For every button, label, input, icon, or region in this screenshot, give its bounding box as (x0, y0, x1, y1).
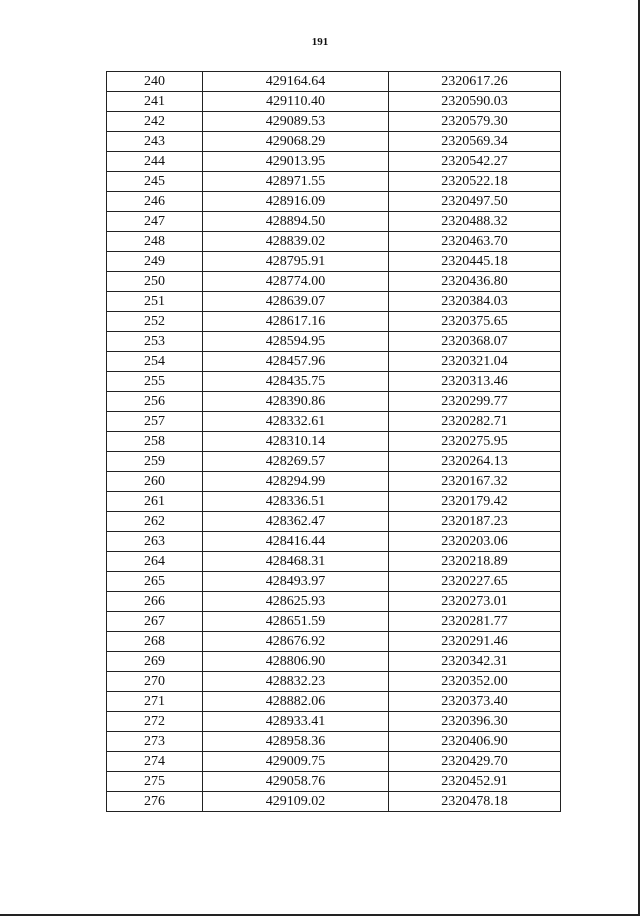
y-coordinate-cell: 2320167.32 (389, 472, 561, 492)
point-number-cell: 268 (107, 632, 203, 652)
point-number-cell: 258 (107, 432, 203, 452)
point-number-cell: 262 (107, 512, 203, 532)
point-number-cell: 250 (107, 272, 203, 292)
y-coordinate-cell: 2320227.65 (389, 572, 561, 592)
point-number-cell: 256 (107, 392, 203, 412)
table-row (107, 92, 561, 112)
table-row (107, 612, 561, 632)
table-row (107, 112, 561, 132)
point-number-cell: 274 (107, 752, 203, 772)
x-coordinate-cell: 429009.75 (203, 752, 389, 772)
x-coordinate-cell: 428625.93 (203, 592, 389, 612)
y-coordinate-cell: 2320463.70 (389, 232, 561, 252)
table-row (107, 492, 561, 512)
x-coordinate-cell: 429089.53 (203, 112, 389, 132)
table-row (107, 72, 561, 92)
point-number-cell: 269 (107, 652, 203, 672)
y-coordinate-cell: 2320406.90 (389, 732, 561, 752)
table-row (107, 212, 561, 232)
x-coordinate-cell: 429058.76 (203, 772, 389, 792)
table-row (107, 592, 561, 612)
y-coordinate-cell: 2320275.95 (389, 432, 561, 452)
point-number-cell: 252 (107, 312, 203, 332)
x-coordinate-cell: 428468.31 (203, 552, 389, 572)
point-number-cell: 240 (107, 72, 203, 92)
table-row (107, 152, 561, 172)
x-coordinate-cell: 428916.09 (203, 192, 389, 212)
y-coordinate-cell: 2320436.80 (389, 272, 561, 292)
y-coordinate-cell: 2320579.30 (389, 112, 561, 132)
point-number-cell: 251 (107, 292, 203, 312)
table-row (107, 712, 561, 732)
x-coordinate-cell: 428457.96 (203, 352, 389, 372)
x-coordinate-cell: 429164.64 (203, 72, 389, 92)
x-coordinate-cell: 428269.57 (203, 452, 389, 472)
coordinates-table (106, 71, 561, 812)
point-number-cell: 244 (107, 152, 203, 172)
y-coordinate-cell: 2320218.89 (389, 552, 561, 572)
point-number-cell: 259 (107, 452, 203, 472)
table-row (107, 132, 561, 152)
table-row (107, 472, 561, 492)
y-coordinate-cell: 2320429.70 (389, 752, 561, 772)
x-coordinate-cell: 428882.06 (203, 692, 389, 712)
table-row (107, 512, 561, 532)
y-coordinate-cell: 2320291.46 (389, 632, 561, 652)
y-coordinate-cell: 2320384.03 (389, 292, 561, 312)
x-coordinate-cell: 428894.50 (203, 212, 389, 232)
point-number-cell: 241 (107, 92, 203, 112)
x-coordinate-cell: 428294.99 (203, 472, 389, 492)
y-coordinate-cell: 2320590.03 (389, 92, 561, 112)
y-coordinate-cell: 2320373.40 (389, 692, 561, 712)
page-number: 191 (311, 36, 329, 48)
x-coordinate-cell: 428390.86 (203, 392, 389, 412)
x-coordinate-cell: 428651.59 (203, 612, 389, 632)
x-coordinate-cell: 428362.47 (203, 512, 389, 532)
point-number-cell: 253 (107, 332, 203, 352)
x-coordinate-cell: 428971.55 (203, 172, 389, 192)
table-row (107, 452, 561, 472)
y-coordinate-cell: 2320321.04 (389, 352, 561, 372)
x-coordinate-cell: 428958.36 (203, 732, 389, 752)
y-coordinate-cell: 2320299.77 (389, 392, 561, 412)
y-coordinate-cell: 2320542.27 (389, 152, 561, 172)
table-row (107, 572, 561, 592)
table-row (107, 332, 561, 352)
point-number-cell: 273 (107, 732, 203, 752)
table-row (107, 652, 561, 672)
table-row (107, 412, 561, 432)
table-row (107, 552, 561, 572)
coordinates-table-body (107, 72, 561, 812)
table-row (107, 632, 561, 652)
table-row (107, 752, 561, 772)
x-coordinate-cell: 429110.40 (203, 92, 389, 112)
point-number-cell: 255 (107, 372, 203, 392)
table-row (107, 372, 561, 392)
y-coordinate-cell: 2320273.01 (389, 592, 561, 612)
x-coordinate-cell: 428594.95 (203, 332, 389, 352)
table-row (107, 272, 561, 292)
table-row (107, 792, 561, 812)
y-coordinate-cell: 2320342.31 (389, 652, 561, 672)
table-row (107, 292, 561, 312)
x-coordinate-cell: 428493.97 (203, 572, 389, 592)
table-row (107, 692, 561, 712)
y-coordinate-cell: 2320179.42 (389, 492, 561, 512)
y-coordinate-cell: 2320617.26 (389, 72, 561, 92)
y-coordinate-cell: 2320282.71 (389, 412, 561, 432)
y-coordinate-cell: 2320368.07 (389, 332, 561, 352)
point-number-cell: 245 (107, 172, 203, 192)
y-coordinate-cell: 2320522.18 (389, 172, 561, 192)
y-coordinate-cell: 2320497.50 (389, 192, 561, 212)
table-row (107, 312, 561, 332)
point-number-cell: 249 (107, 252, 203, 272)
y-coordinate-cell: 2320352.00 (389, 672, 561, 692)
point-number-cell: 266 (107, 592, 203, 612)
point-number-cell: 275 (107, 772, 203, 792)
point-number-cell: 276 (107, 792, 203, 812)
table-row (107, 192, 561, 212)
x-coordinate-cell: 428806.90 (203, 652, 389, 672)
point-number-cell: 254 (107, 352, 203, 372)
point-number-cell: 270 (107, 672, 203, 692)
table-row (107, 532, 561, 552)
point-number-cell: 267 (107, 612, 203, 632)
point-number-cell: 243 (107, 132, 203, 152)
y-coordinate-cell: 2320569.34 (389, 132, 561, 152)
y-coordinate-cell: 2320375.65 (389, 312, 561, 332)
x-coordinate-cell: 428416.44 (203, 532, 389, 552)
y-coordinate-cell: 2320478.18 (389, 792, 561, 812)
x-coordinate-cell: 429109.02 (203, 792, 389, 812)
x-coordinate-cell: 428617.16 (203, 312, 389, 332)
point-number-cell: 261 (107, 492, 203, 512)
table-row (107, 732, 561, 752)
table-row (107, 252, 561, 272)
point-number-cell: 265 (107, 572, 203, 592)
point-number-cell: 264 (107, 552, 203, 572)
point-number-cell: 248 (107, 232, 203, 252)
x-coordinate-cell: 428639.07 (203, 292, 389, 312)
table-row (107, 352, 561, 372)
point-number-cell: 260 (107, 472, 203, 492)
y-coordinate-cell: 2320445.18 (389, 252, 561, 272)
x-coordinate-cell: 428774.00 (203, 272, 389, 292)
x-coordinate-cell: 429068.29 (203, 132, 389, 152)
point-number-cell: 242 (107, 112, 203, 132)
x-coordinate-cell: 428795.91 (203, 252, 389, 272)
x-coordinate-cell: 428676.92 (203, 632, 389, 652)
y-coordinate-cell: 2320203.06 (389, 532, 561, 552)
table-row (107, 232, 561, 252)
point-number-cell: 263 (107, 532, 203, 552)
x-coordinate-cell: 428332.61 (203, 412, 389, 432)
table-row (107, 392, 561, 412)
point-number-cell: 272 (107, 712, 203, 732)
table-row (107, 772, 561, 792)
y-coordinate-cell: 2320488.32 (389, 212, 561, 232)
table-row (107, 432, 561, 452)
table-row (107, 672, 561, 692)
point-number-cell: 247 (107, 212, 203, 232)
x-coordinate-cell: 429013.95 (203, 152, 389, 172)
point-number-cell: 246 (107, 192, 203, 212)
x-coordinate-cell: 428832.23 (203, 672, 389, 692)
table-row (107, 172, 561, 192)
x-coordinate-cell: 428310.14 (203, 432, 389, 452)
y-coordinate-cell: 2320452.91 (389, 772, 561, 792)
point-number-cell: 257 (107, 412, 203, 432)
y-coordinate-cell: 2320313.46 (389, 372, 561, 392)
x-coordinate-cell: 428336.51 (203, 492, 389, 512)
x-coordinate-cell: 428933.41 (203, 712, 389, 732)
x-coordinate-cell: 428839.02 (203, 232, 389, 252)
x-coordinate-cell: 428435.75 (203, 372, 389, 392)
y-coordinate-cell: 2320396.30 (389, 712, 561, 732)
y-coordinate-cell: 2320281.77 (389, 612, 561, 632)
point-number-cell: 271 (107, 692, 203, 712)
y-coordinate-cell: 2320264.13 (389, 452, 561, 472)
y-coordinate-cell: 2320187.23 (389, 512, 561, 532)
